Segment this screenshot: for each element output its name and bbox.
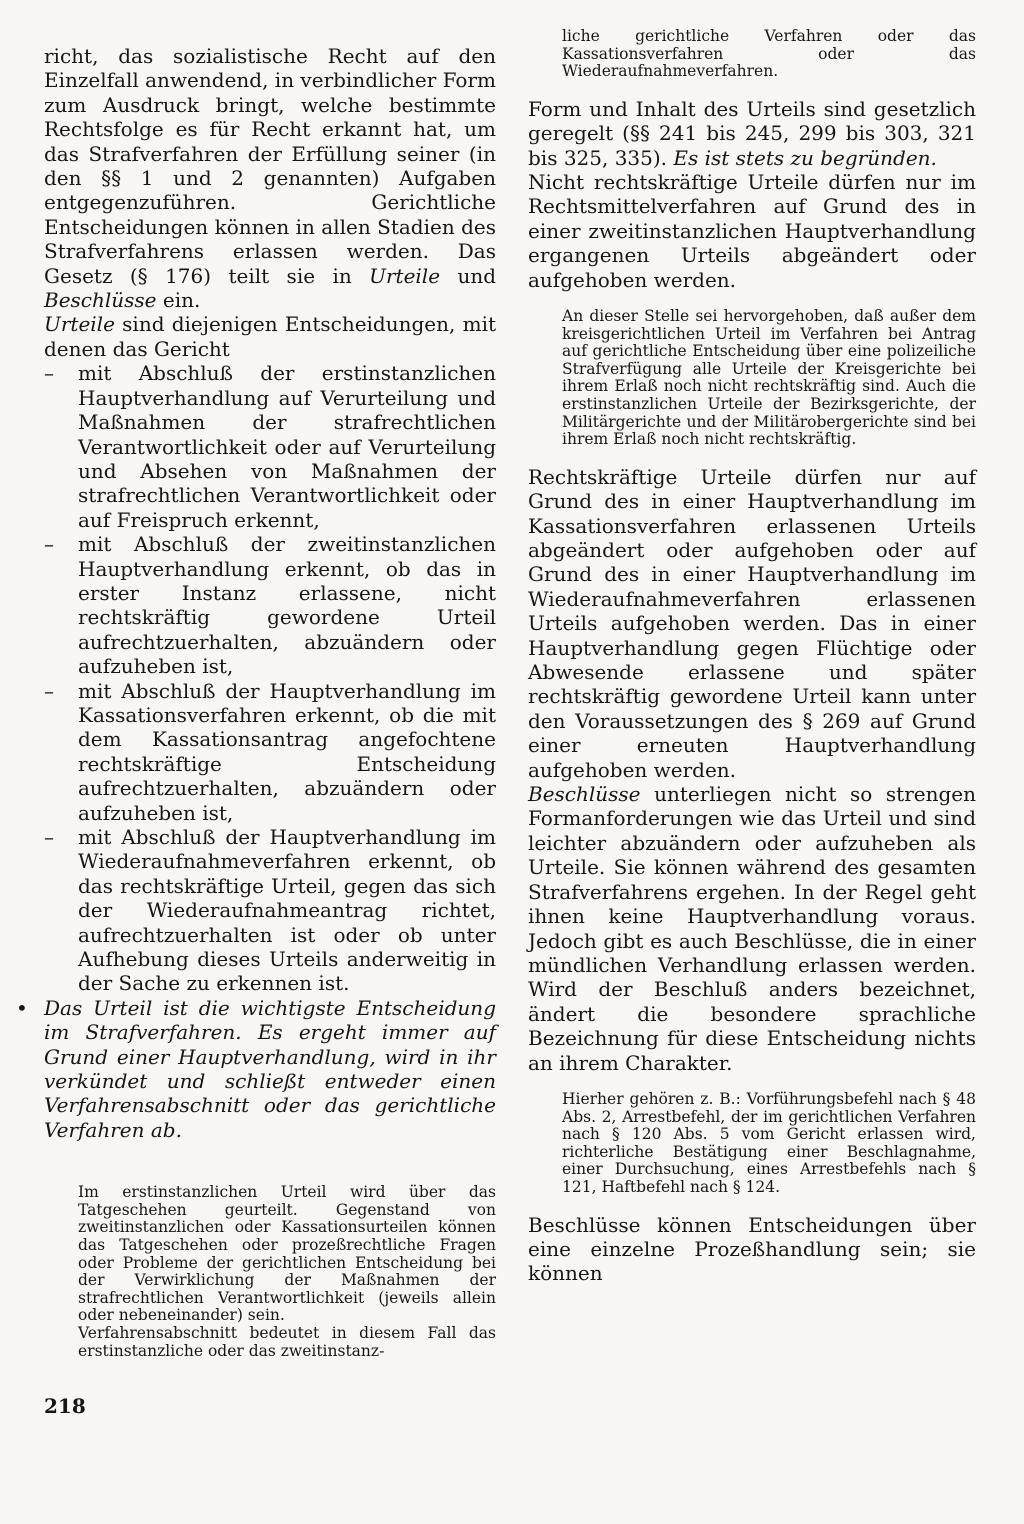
paragraph-urteile-definition [44, 312, 496, 361]
page-number: 218 [44, 1394, 86, 1418]
note-left-paragraph-2: Verfahrensabschnitt bedeutet in diesem Fall das erstinstanzliche oder das zweitinstanz- [78, 1324, 496, 1360]
paragraph-intro-text: richt, das sozialistische Recht auf den Einzelfall anwendend, in verbindlicher Form zum Ausdruck bringt, welche bestimmte Rechtsfolge es für Recht erkannt hat, um das Strafverfahren der Erfüllung seiner (in den §§ 1 und 2 genannten) Aufgaben entgegenzuführen. Gerichtliche Entscheidungen können in allen Stadien des Strafverfahrens erlassen werden. Das Gesetz (§ 176) teilt sie in [44, 44, 496, 288]
note-kreisgerichte: An dieser Stelle sei hervorgehoben, daß außer dem kreisgerichtlichen Urteil im Verfahren bei Antrag auf gerichtliche Entscheidung über eine polizeiliche Strafverfügung alle Urteile der Kreisgerichte bei ihrem Erlaß noch nicht rechtskräftig sind. Auch die erstinstanzlichen Urteile der Bezirksgerichte, der Militärgerichte und der Militärobergerichte sind bei ihrem Erlaß noch nicht rechtskräftig. [562, 307, 976, 449]
margin-bullet: • [16, 995, 28, 1020]
paragraph-nicht-rechtskraeftig: Nicht rechtskräftige Urteile dürfen nur im Rechtsmittelverfahren auf Grund des in einer zweitinstanzlichen Hauptverhandlung ergangenen Urteils abgeändert oder aufgehoben werden. [528, 170, 976, 292]
paragraph-beschluesse-text: unterliegen nicht so strengen Formanforderungen wie das Urteil und sind leichter abzuändern oder aufzuheben als Urteile. Sie können während des gesamten Strafverfahrens ergehen. In der Regel geht ihnen keine Hauptverhandlung voraus. Jedoch gibt es auch Beschlüsse, die in einer mündlichen Verhandlung erlassen werden. Wird der Beschluß anders bezeichnet, ändert die besondere sprachliche Bezeichnung für diese Entscheidung nichts an ihrem Charakter. [528, 782, 976, 1075]
paragraph-form-inhalt-text: Form und Inhalt des Urteils sind gesetzlich geregelt (§§ 241 bis 245, 299 bis 303, 321 bis 325, 335). [528, 96, 976, 170]
right-column [528, 27, 976, 1286]
term-beschluesse: Beschlüsse [44, 288, 157, 313]
left-column [16, 44, 497, 1360]
note-beispiele: Hierher gehören z. B.: Vorführungsbefehl nach § 48 Abs. 2, Arrestbefehl, der im gerichtlichen Verfahren nach § 120 Abs. 5 vom Gericht erlassen wird, richterliche Bestätigung einer Beschlagnahme, einer Durchsuchung, eines Arrestbefehls nach § 121, Haftbefehl nach § 124. [562, 1089, 976, 1196]
key-statement: Das Urteil ist die wichtigste Entscheidung im Strafverfahren. Es ergeht immer auf Grund einer Hauptverhandlung, wird in ihr verkündet und schließt entweder einen Verfahrensabschnitt oder das gerichtliche Verfahren ab. [44, 995, 496, 1142]
term-beschluesse-lead: Beschlüsse [528, 782, 641, 807]
list-item: – mit Abschluß der zweitinstanzlichen Hauptverhandlung erkennt, ob das in erster Instanz erlassene, nicht rechtskräftig gewordene Urteil aufrechtzuerhalten, abzuändern oder aufzuheben ist, [44, 532, 496, 678]
list-item: – mit Abschluß der Hauptverhandlung im Kassationsverfahren erkennt, ob die mit dem Kassationsantrag angefochtene rechtskräftige Entscheidung aufrechtzuerhalten, abzuändern oder aufzuheben ist, [44, 679, 496, 825]
note-left-paragraph-1: Im erstinstanzlichen Urteil wird über das Tatgeschehen geurteilt. Gegenstand von zweitinstanzlichen oder Kassationsurteilen können das Tatgeschehen oder prozeßrechtliche Fragen oder Probleme der gerichtlichen Entscheidung bei der Verwirklichung der Maßnahmen der strafrechtlichen Verantwortlichkeit (jeweils allein oder nebeneinander) sein. [78, 1183, 496, 1325]
paragraph-rechtskraeftig: Rechtskräftige Urteile dürfen nur auf Grund des in einer Hauptverhandlung im Kassationsverfahren erlassenen Urteils abgeändert oder aufgehoben oder auf Grund des in einer Hauptverhandlung im Wiederaufnahmeverfahren erlassenen Urteils aufgehoben werden. Das in einer Hauptverhandlung gegen Flüchtige oder Abwesende erlassene und später rechtskräftig gewordene Urteil kann unter den Voraussetzungen des § 269 auf Grund einer erneuten Hauptverhandlung aufgehoben werden. [528, 464, 976, 782]
urteile-list [44, 361, 496, 996]
note-left [44, 1184, 496, 1360]
paragraph-form-inhalt [528, 97, 976, 170]
term-urteile-lead: Urteile [44, 312, 115, 337]
paragraph-intro-connector: und [440, 263, 497, 288]
paragraph-form-inhalt-emphasis: Es ist stets zu begründen. [673, 145, 937, 170]
term-urteile: Urteile [369, 263, 441, 288]
list-item: – mit Abschluß der erstinstanzlichen Hauptverhandlung auf Verurteilung und Maßnahmen der strafrechtlichen Verantwortlichkeit oder auf Verurteilung und Absehen von Maßnahmen der strafrechtlichen Verantwortlichkeit oder auf Freispruch erkennt, [44, 361, 496, 532]
list-item: – mit Abschluß der Hauptverhandlung im Wiederaufnahmeverfahren erkennt, ob das rechtskräftige Urteil, gegen das sich der Wiederaufnahmeantrag richtet, aufrechtzuerhalten ist oder ob unter Aufhebung dieses Urteils anderweitig in der Sache zu erkennen ist. [44, 825, 496, 996]
paragraph-beschluesse [528, 782, 976, 1075]
key-statement-block [16, 995, 496, 1142]
paragraph-urteile-text: sind diejenigen Entscheidungen, mit denen das Gericht [44, 312, 496, 361]
paragraph-prozesshandlung: Beschlüsse können Entscheidungen über eine einzelne Prozeßhandlung sein; sie können [528, 1212, 976, 1286]
note-continuation: liche gerichtliche Verfahren oder das Kassationsverfahren oder das Wiederaufnahmeverfahren. [562, 27, 976, 81]
paragraph-intro-end: ein. [156, 288, 201, 313]
paragraph-intro [44, 44, 496, 312]
